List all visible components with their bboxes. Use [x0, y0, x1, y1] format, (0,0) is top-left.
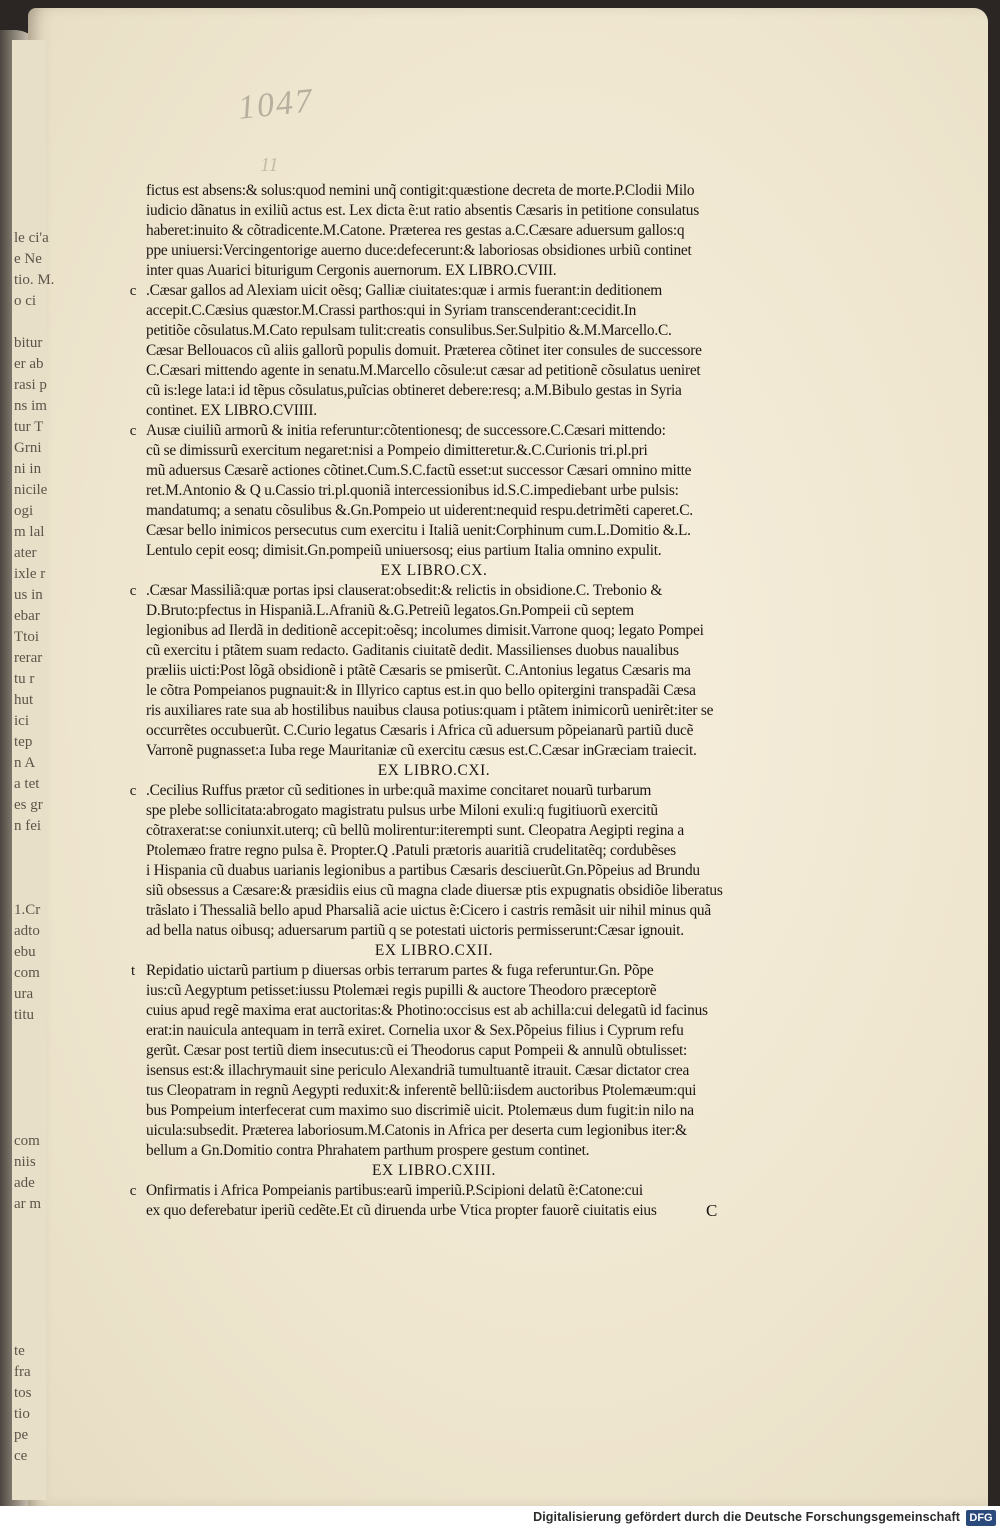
line-text: accepit.C.Cæsius quæstor.M.Crassi parthos:qui in Syriam transcenderant:cecidit.In [146, 302, 637, 319]
left-page-fragment: ni in [14, 461, 42, 477]
signature-mark: C [706, 1201, 718, 1220]
text-line [124, 841, 744, 861]
line-text: Varronẽ pugnasset:a Iuba rege Mauritaniæ cũ exercitu cæsus est.C.Cæsar inGræciam traiecit. [146, 742, 697, 759]
left-page-fragment: pe [14, 1427, 29, 1443]
text-line [124, 221, 744, 241]
signature-marker: t [131, 963, 135, 979]
line-text: cũ se dimissurũ exercitum negaret:nisi a Pompeio dimitteretur.&.C.Curionis tri.pl.pri [146, 442, 648, 459]
text-line [124, 541, 744, 561]
line-text: ppe uniuersi:Vercingentorige auerno duce:defecerunt:& laboriosas obsidiones urbiũ continet [146, 242, 692, 259]
text-line [124, 1101, 744, 1121]
book-heading [124, 1161, 744, 1181]
left-page-fragment: er ab [14, 356, 44, 372]
text-line [124, 741, 744, 761]
left-page-fragment: n A [14, 755, 36, 771]
line-text: isensus est:& illachrymauit sine periculo Alexandriã tumultuantẽ itrauit. Cæsar dictator crea [146, 1062, 690, 1079]
pencil-annotation-2: 11 [260, 154, 279, 176]
text-line [124, 1121, 744, 1141]
text-line [124, 201, 744, 221]
text-line [124, 801, 744, 821]
line-text: mandatumq; a senatu cõsulibus &.Gn.Pompeio ut uiderent:nequid respu.detrimẽti caperet.C. [146, 502, 693, 519]
left-page-fragment: ixle r [14, 566, 46, 582]
line-text: fictus est absens:& solus:quod nemini unq̃ contigit:quæstione decreta de morte.P.Clodii Milo [146, 182, 695, 199]
left-page-fragment: us in [14, 587, 43, 603]
signature-marker: c [129, 583, 137, 599]
left-page-fragment: ebar [14, 608, 40, 624]
left-page-fragment: tep [14, 734, 33, 750]
text-line [124, 481, 744, 501]
left-page-fragment: com [14, 1133, 40, 1149]
line-text: ret.M.Antonio & Q u.Cassio tri.pl.quoniã intercessionibus id.S.C.impediebant urbe pulsis: [146, 482, 679, 499]
text-line [124, 681, 744, 701]
book-heading [124, 561, 744, 581]
left-page-fragment: bitur [14, 335, 43, 351]
line-text: legionibus ad Ilerdã in deditionẽ accepit:oẽsq; incolumes dimisit.Varrone quoq; legato Pompei [146, 622, 704, 639]
line-text: EX LIBRO.CX. [380, 562, 488, 579]
line-text: Ausæ ciuiliũ armorũ & initia referuntur:cõtentionesq; de successore.C.Cæsari mittendo: [146, 422, 666, 439]
left-page-fragment: Grni [14, 440, 42, 456]
line-text: ad bella natus oibusq; aduersarum partiũ q se potestati uictoris permisserunt:Cæsar ignouit. [146, 922, 684, 939]
text-line [124, 401, 744, 421]
text-line [124, 1141, 744, 1161]
left-page-fragment: m lal [14, 524, 45, 540]
left-page-fragment: ce [14, 1448, 28, 1464]
left-page-fragment: tur T [14, 419, 44, 435]
left-page-fragment: te [14, 1343, 25, 1359]
left-page-fragment: a tet [14, 776, 40, 792]
signature-marker: c [129, 1183, 137, 1199]
left-page-fragment: ogi [14, 503, 34, 519]
text-line [124, 621, 744, 641]
text-line [124, 181, 744, 201]
text-line [124, 661, 744, 681]
signature-marker: c [129, 283, 137, 299]
line-text: ius:cũ Aegyptum petisset:iussu Ptolemæi regis pupilli & auctore Theodoro præceptorẽ [146, 982, 657, 999]
text-line [124, 521, 744, 541]
signature-marker: c [129, 423, 137, 439]
text-line [124, 601, 744, 621]
left-page-fragment: rerar [14, 650, 43, 666]
line-text: bellum a Gn.Domitio contra Phrahatem parthum prospere gestum continet. [146, 1142, 590, 1159]
line-text: le cõtra Pompeianos pugnauit:& in Illyrico captus est.in quo bello opitergini transpadãi Cæsa [146, 682, 696, 699]
book-heading [124, 941, 744, 961]
left-page-fragment: niis [14, 1154, 36, 1170]
text-line [124, 1201, 744, 1221]
line-text: cuius apud regẽ maxima erat auctoritas:& Photino:occisus est ab achilla:cui delegatũ id facinus [146, 1002, 708, 1019]
left-page-fragment: ar m [14, 1196, 42, 1212]
line-text: cõtraxerat:se coniunxit.uterq; cũ bellũ molirentur:iterempti sunt. Cleopatra Aegipti regina a [146, 822, 684, 839]
text-line [124, 501, 744, 521]
line-text: i Hispania cũ duabus uarianis legionibus a partibus Cæsaris desciuerũt.Gn.Põpeius ad Brundu [146, 862, 700, 879]
text-line [124, 441, 744, 461]
left-page-fragment: tio. M. [14, 272, 55, 288]
text-line [124, 381, 744, 401]
left-page-fragment: ura [14, 986, 34, 1002]
text-line [124, 821, 744, 841]
line-text: occurrẽtes occubuerũt. C.Curio legatus Cæsaris i Africa cũ aduersum põpeianarũ partiũ ducẽ [146, 722, 694, 739]
text-line [124, 861, 744, 881]
left-page-fragment: fra [14, 1364, 31, 1380]
line-text: continet. EX LIBRO.CVIIII. [146, 402, 317, 419]
line-text: .Cecilius Ruffus prætor cũ seditiones in urbe:quã maxime concitaret nouarũ turbarum [146, 782, 652, 799]
text-line [124, 781, 744, 801]
text-line [124, 1001, 744, 1021]
text-line [124, 241, 744, 261]
line-text: mũ aduersus Cæsarẽ actiones cõtinet.Cum.S.C.factũ esset:ut successor Cæsari omnino mitte [146, 462, 692, 479]
text-line [124, 421, 744, 441]
text-line [124, 701, 744, 721]
line-text: Lentulo cepit eosq; dimisit.Gn.pompeiũ uniuersosq; eius partium Italia omnino expulit. [146, 542, 662, 559]
footer-credit: Digitalisierung gefördert durch die Deutsche Forschungsgemeinschaft [533, 1510, 960, 1524]
line-text: cũ exercitu i ptãtem suam redacto. Gaditanis ciuitatẽ dedit. Massilienses duobus naualibus [146, 642, 679, 659]
line-text: iudicio dãnatus in exiliũ actus est. Lex dicta ẽ:ut ratio absentis Cæsaris in petitione consulatus [146, 202, 699, 219]
book-heading [124, 761, 744, 781]
text-line [124, 1061, 744, 1081]
text-line [124, 881, 744, 901]
line-text: Onfirmatis i Africa Pompeianis partibus:earũ imperiũ.P.Scipioni delatũ ẽ:Catone:cui [146, 1182, 643, 1199]
line-text: .Cæsar gallos ad Alexiam uicit oẽsq; Galliæ ciuitates:quæ i armis fuerant:in deditionem [146, 282, 662, 299]
line-text: Repidatio uictarũ partium p diuersas orbis terrarum partes & fuga referuntur.Gn. Põpe [146, 962, 654, 979]
dfg-logo: DFG [966, 1510, 996, 1526]
footer-bar [0, 1506, 1000, 1531]
text-line [124, 1181, 744, 1201]
left-page-fragment: ater [14, 545, 37, 561]
text-line [124, 921, 744, 941]
line-text: ex quo deferebatur iperiũ cedẽte.Et cũ diruenda urbe Vtica propter fauorẽ ciuitatis eius [146, 1202, 657, 1219]
line-text: tus Cleopatram in regnũ Aegypti reduxit:& inferentẽ bellũ:iisdem auctoribus Ptolemæum:qui [146, 1082, 697, 1099]
left-page-fragment: n fei [14, 818, 42, 834]
left-page-fragment: e Ne [14, 251, 42, 267]
line-text: EX LIBRO.CXI. [377, 762, 491, 779]
left-page-strip [12, 40, 55, 1500]
text-line [124, 641, 744, 661]
line-text: .Cæsar Massiliã:quæ portas ipsi clauserat:obsedit:& relictis in obsidione.C. Trebonio & [146, 582, 663, 599]
left-page-fragment: titu [14, 1007, 35, 1023]
line-text: EX LIBRO.CXII. [374, 942, 494, 959]
line-text: gerũt. Cæsar post tertiũ diem insecutus:cũ ei Theodorus caput Pompeii & annulũ obtulisset: [146, 1042, 688, 1059]
text-line [124, 901, 744, 921]
left-page-fragment: ici [14, 713, 29, 729]
left-page-fragment: o ci [14, 293, 37, 309]
left-page-fragment: tu r [14, 671, 35, 687]
text-line [124, 981, 744, 1001]
line-text: uicula:subsedit. Præterea laboriosum.M.Catonis in Africa per deserta cum legionibus iter:& [146, 1122, 687, 1139]
left-page-fragment: hut [14, 692, 34, 708]
left-page-fragment: ns im [14, 398, 47, 414]
text-line [124, 1081, 744, 1101]
line-text: haberet:inuito & cõtradicente.M.Catone. Præterea res gestas a.C.Cæsare aduersum gallos:q [146, 222, 685, 239]
line-text: inter quas Auarici biturigum Cergonis auernorum. EX LIBRO.CVIII. [146, 262, 557, 279]
text-line [124, 1021, 744, 1041]
text-line [124, 301, 744, 321]
left-page-fragment: le ci'a [14, 230, 49, 246]
left-page-fragment: nicile [14, 482, 48, 498]
line-text: cũ is:lege lata:i id tẽpus cõsulatus,puĩcias obtineret debere:resq; a.M.Bibulo gestas in Syria [146, 382, 682, 399]
line-text: spe plebe sollicitata:abrogato magistratu pulsus urbe Miloni exuli:q fugitiuorũ exercitũ [146, 802, 658, 819]
left-page-fragment: tos [14, 1385, 32, 1401]
left-page-fragment: es gr [14, 797, 43, 813]
line-text: Cæsar Bellouacos cũ aliis gallorũ populis domuit. Præterea cõtinet iter consules de successore [146, 342, 702, 359]
text-block [124, 181, 744, 1221]
left-page-fragment: tio [14, 1406, 30, 1422]
left-page-fragment: Ttoi [14, 629, 39, 645]
left-page-fragment: ade [14, 1175, 35, 1191]
line-text: erat:in nauicula antequam in terrã exiret. Cornelia uxor & Sex.Põpeius filius i Cyprum refu [146, 1022, 684, 1039]
left-page-fragment: com [14, 965, 40, 981]
pencil-annotation: 1047 [236, 82, 316, 127]
left-page-fragment: 1.Cr [14, 902, 41, 918]
text-line [124, 281, 744, 301]
text-line [124, 961, 744, 981]
text-line [124, 461, 744, 481]
left-page-fragment: ebu [14, 944, 36, 960]
text-line [124, 1041, 744, 1061]
line-text: bus Pompeium interfecerat cum maximo suo discrimiẽ uicit. Ptolemæus dum fugit:in nilo na [146, 1102, 694, 1119]
page [28, 8, 988, 1506]
line-text: Ptolemæo fratre regno pulsa ẽ. Propter.Q .Patuli prætoris auaritiã crudelitatẽq; cordubẽses [146, 842, 676, 859]
line-text: trãslato i Thessaliã bello apud Pharsaliã acie uictus ẽ:Cicero i castris remãsit uir nihil minus quã [146, 902, 711, 919]
line-text: Cæsar bello inimicos persecutus cum exercitu i Italiã uenit:Corphinum cum.L.Domitio &.L. [146, 522, 691, 539]
text-line [124, 341, 744, 361]
text-line [124, 361, 744, 381]
text-line [124, 321, 744, 341]
line-text: ris auxiliares rate sua ab hostilibus nauibus clausa potius:quam i ptãtem inimicorũ uenirẽt:iter se [146, 702, 714, 719]
signature-marker: c [129, 783, 137, 799]
line-text: D.Bruto:pfectus in Hispaniã.L.Afraniũ &.G.Petreiũ legatos.Gn.Pompeii cũ septem [146, 602, 634, 619]
line-text: EX LIBRO.CXIII. [372, 1162, 496, 1179]
left-page-fragment: adto [14, 923, 40, 939]
text-line [124, 261, 744, 281]
text-line [124, 581, 744, 601]
line-text: siũ obsessus a Cæsare:& præsidiis eius cũ magna clade diuersæ ptis expugnatis obsidiõe liberatus [146, 882, 723, 899]
line-text: petitiõe cõsulatus.M.Cato repulsam tulit:creatis consulibus.Ser.Sulpitio &.M.Marcello.C. [146, 322, 672, 339]
line-text: C.Cæsari mittendo agente in senatu.M.Marcello cõsule:ut cæsar ad petitionẽ cõsulatus ueniret [146, 362, 701, 379]
text-line [124, 721, 744, 741]
line-text: præliis uicti:Post lõgã obsidionẽ i ptãtẽ Cæsaris se pmiserũt. C.Antonius legatus Cæsaris ma [146, 662, 691, 679]
left-page-fragment: rasi p [14, 377, 47, 393]
